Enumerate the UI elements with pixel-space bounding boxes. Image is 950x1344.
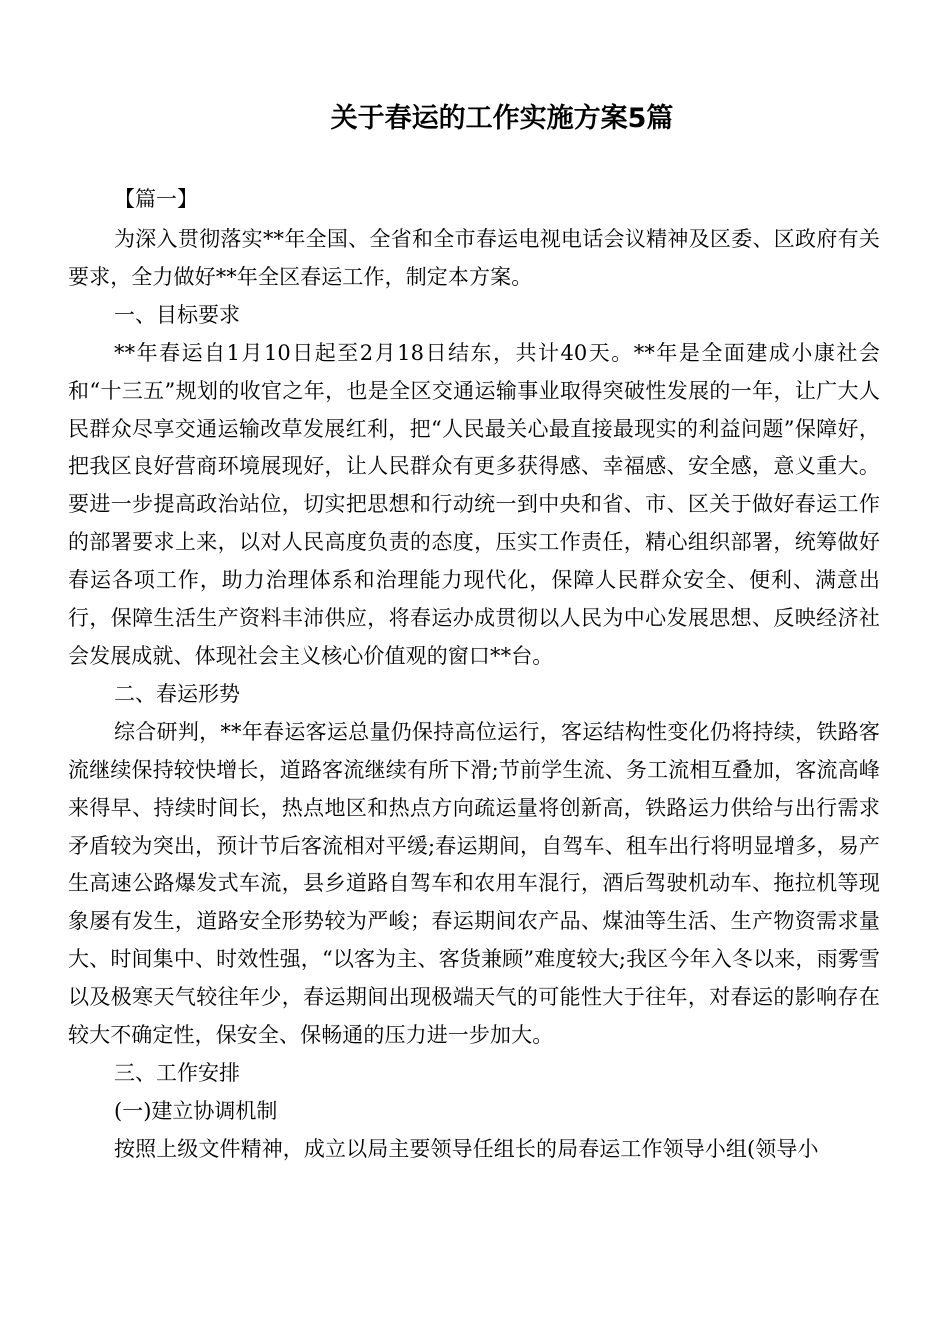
heading-work-plan: 三、工作安排	[114, 1060, 240, 1085]
coordination-paragraph: 按照上级文件精神，成立以局主要领导任组长的局春运工作领导小组(领导小	[114, 1136, 819, 1161]
document-title: 关于春运的工作实施方案5篇	[330, 103, 674, 134]
goals-paragraph: **年春运自1月10日起至2月18日结东，共计40天。**年是全面建成小康社会和“十三五”规划的收官之年，也是全区交通运输事业取得突破性发展的一年，让广大人民群众尽享交通运输改草发展红利，把“人民最关心最直接最现实的利益问题”保障好，把我区良好营商环境展现好，让人民群众有更多获得感、幸福感、安全感，意义重大。要进一步提高政治站位，切实把思想和行动统一到中央和省、市、区关于做好春运工作的部署要求上来，以对人民高度负责的态度，压实工作责任，精心组织部署，统筹做好春运各项工作，助力治理体系和治理能力现代化，保障人民群众安全、便利、满意出行，保障生活生产资料丰沛供应，将春运办成贯彻以人民为中心发展思想、反映经济社会发展成就、体现社会主义核心价值观的窗口**台。	[68, 340, 880, 668]
subheading-coordination: (一)建立协调机制	[114, 1098, 278, 1123]
heading-goals: 一、目标要求	[114, 302, 240, 327]
document-body	[68, 181, 880, 1169]
situation-paragraph: 综合研判，**年春运客运总量仍保持高位运行，客运结构性变化仍将持续，铁路客流继续保持较快增长，道路客流继续有所下滑;节前学生流、务工流相互叠加，客流高峰来得早、持续时间长，热点地区和热点方向疏运量将创新高，铁路运力供给与出行需求矛盾较为突出，预计节后客流相对平缓;春运期间，自驾车、租车出行将明显增多，易产生高速公路爆发式车流，县乡道路自驾车和农用车混行，酒后驾驶机动车、拖拉机等现象屡有发生，道路安全形势较为严峻；春运期间农产品、煤油等生活、生产物资需求量大、时间集中、时效性强，“以客为主、客货兼顾”难度较大;我区今年入冬以来，雨雾雪以及极寒天气较往年少，春运期间出现极端天气的可能性大于往年，对春运的影响存在较大不确定性，保安全、保畅通的压力进一步加大。	[68, 719, 880, 1048]
section-label: 【篇一】	[114, 187, 198, 211]
intro-paragraph: 为深入贯彻落实**年全国、全省和全市春运电视电话会议精神及区委、区政府有关要求，全力做好**年全区春运工作，制定本方案。	[68, 227, 880, 289]
heading-situation: 二、春运形势	[114, 681, 240, 706]
